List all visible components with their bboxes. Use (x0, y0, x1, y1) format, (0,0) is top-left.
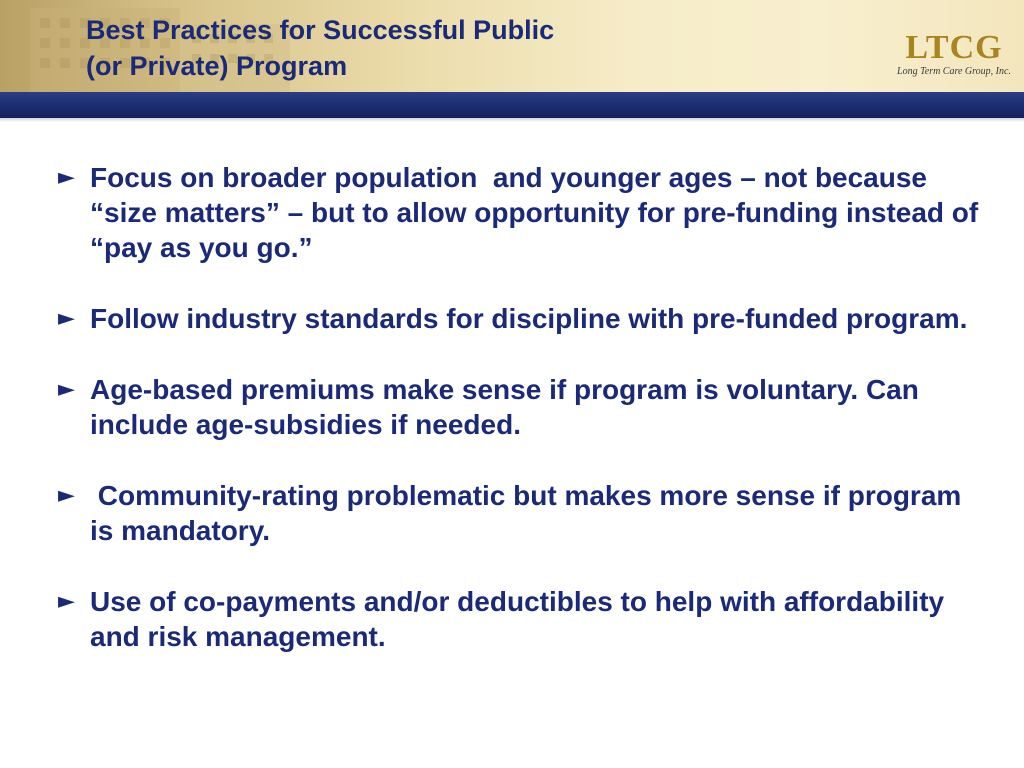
bullet-item (58, 160, 988, 265)
header-band (0, 0, 1024, 92)
logo-tagline: Long Term Care Group, Inc. (897, 66, 1011, 77)
slide-title-line-1: Best Practices for Successful Public (86, 15, 555, 45)
slide-title (86, 12, 554, 84)
bullet-list (58, 160, 988, 690)
bullet-arrow-icon: ► (58, 483, 75, 508)
bullet-item (58, 478, 988, 548)
ltcg-logo (896, 30, 1012, 86)
bullet-arrow-icon: ► (58, 306, 75, 331)
header-divider-shadow (0, 118, 1024, 122)
logo-mark: LTCG (905, 29, 1003, 66)
bullet-arrow-icon: ► (58, 377, 75, 402)
slide-title-line-2: (or Private) Program (86, 51, 348, 81)
bullet-text: Follow industry standards for discipline with pre-funded program. (90, 303, 968, 334)
bullet-text: Focus on broader population and younger ages – not because “size matters” – but to allow opportunity for pre-funding instead of “pay as you go.” (90, 162, 987, 263)
bullet-arrow-icon: ► (58, 589, 75, 614)
bullet-text: Age-based premiums make sense if program is voluntary. Can include age-subsidies if needed. (90, 374, 927, 440)
bullet-item (58, 584, 988, 654)
bullet-text: Use of co-payments and/or deductibles to help with affordability and risk management. (90, 586, 952, 652)
bullet-text: Community-rating problematic but makes more sense if program is mandatory. (90, 480, 970, 546)
bullet-item (58, 301, 988, 336)
bullet-arrow-icon: ► (58, 165, 75, 190)
bullet-item (58, 372, 988, 442)
header-divider-bar (0, 92, 1024, 118)
